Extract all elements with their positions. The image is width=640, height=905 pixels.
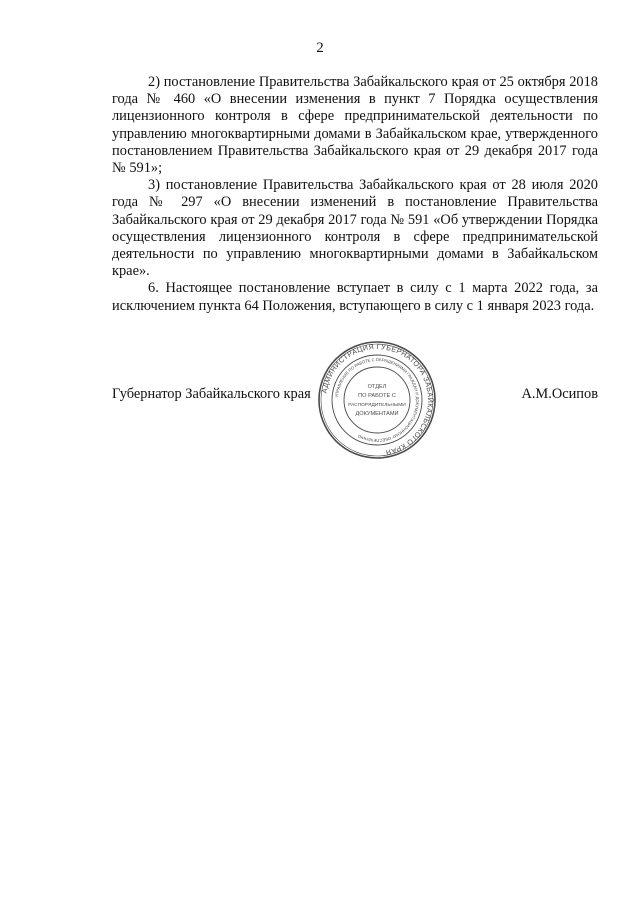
paragraph-item-6: 6. Настоящее постановление вступает в силу с 1 марта 2022 года, за исключением пункта 64 Положения, вступающего в силу с 1 января 2023 года. xyxy=(112,280,598,314)
seal-middle-ring xyxy=(332,355,422,445)
paragraph-item-3: 3) постановление Правительства Забайкальского края от 28 июля 2020 года № 297 «О внесении изменений в постановление Правительства Забайкальского края от 29 декабря 2017 года № 591 «Об утверждении Порядка осуществления лицензионного контроля в сфере предпринимательской деятельности по управлению многоквартирными домами в Забайкальском крае». xyxy=(112,177,598,280)
official-seal xyxy=(317,340,437,460)
paragraph-item-2: 2) постановление Правительства Забайкальского края от 25 октября 2018 года № 460 «О внесении изменения в пункт 7 Порядка осуществления лицензионного контроля в сфере предпринимательской деятельности по управлению многоквартирными домами в Забайкальском крае, утвержденного постановлением Правительства Забайкальского края от 29 декабря 2017 года № 591»; xyxy=(112,74,598,177)
seal-center-line: ОТДЕЛ xyxy=(367,384,387,390)
seal-outer-text: АДМИНИСТРАЦИЯ ГУБЕРНАТОРА ЗАБАЙКАЛЬСКОГО КРАЯ xyxy=(319,341,436,458)
seal-center-line: ДОКУМЕНТАМИ xyxy=(355,411,399,417)
signatory-name: А.М.Осипов xyxy=(521,386,598,402)
document-body xyxy=(112,74,598,315)
seal-inner-ring xyxy=(344,367,410,433)
seal-inner-text: УПРАВЛЕНИЕ ПО РАБОТЕ С ОБРАЩЕНИЯМИ ГРАЖДАН И ДОКУМЕНТАЦИОННОМУ ОБЕСПЕЧЕНИЮ xyxy=(334,356,421,444)
seal-center-line: ПО РАБОТЕ С xyxy=(358,393,396,399)
seal-center-line: РАСПОРЯДИТЕЛЬНЫМИ xyxy=(348,403,406,408)
signatory-title: Губернатор Забайкальского края xyxy=(112,386,311,402)
page-number: 2 xyxy=(316,40,324,56)
svg-text:УПРАВЛЕНИЕ ПО РАБОТЕ С ОБРАЩЕН xyxy=(334,357,420,443)
